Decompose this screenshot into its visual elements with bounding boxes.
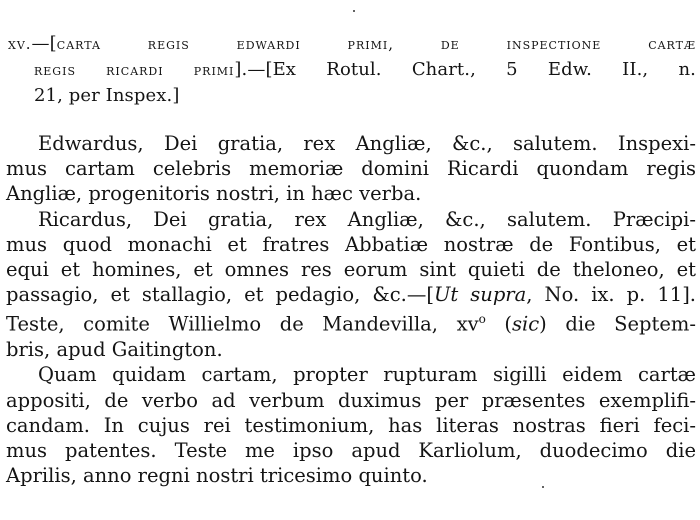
charter-source-part-2: 21, per Inspex.] bbox=[34, 85, 180, 106]
paragraph-edwardus bbox=[6, 131, 696, 207]
heading-line-1 bbox=[8, 31, 696, 57]
text-segment: ( bbox=[485, 312, 512, 336]
paragraph-quam-quidam bbox=[6, 362, 696, 488]
heading-dash: —[ bbox=[31, 33, 57, 54]
heading-line-2 bbox=[8, 57, 696, 83]
text-line: Quam quidam cartam, propter rupturam sigilli eidem cartæ bbox=[38, 363, 696, 387]
text-line: Ricardus, Dei gratia, rex Angliæ, &c., salutem. Præcipi- bbox=[38, 207, 696, 231]
text-line: equi et homines, et omnes res eorum sint quieti de theloneo, et bbox=[6, 258, 696, 282]
charter-title-line-1: carta regis edwardi primi, de inspectione cartæ bbox=[56, 35, 696, 53]
text-line: bris, apud Gaitington. bbox=[6, 338, 223, 362]
paragraph-ricardus bbox=[6, 207, 696, 363]
text-line: candam. In cujus rei testimonium, has literas nostras fieri feci- bbox=[6, 413, 696, 437]
speck-mark bbox=[353, 10, 355, 12]
text-line: mus cartam celebris memoriæ domini Ricardi quondam regis bbox=[6, 157, 696, 181]
text-line: Edwardus, Dei gratia, rex Angliæ, &c., salutem. Inspexi- bbox=[38, 132, 696, 155]
text-line: appositi, de verbo ad verbum duximus per præsentes exemplifi- bbox=[6, 388, 696, 412]
text-segment: , No. ix. p. 11]. bbox=[526, 283, 696, 307]
italic-sic: sic bbox=[512, 312, 540, 336]
text-segment: ) die Septem- bbox=[539, 312, 696, 336]
text-line bbox=[6, 307, 696, 337]
text-segment: passagio, et stallagio, et pedagio, &c.—[ bbox=[6, 283, 434, 307]
text-line: mus quod monachi et fratres Abbatiæ nostræ de Fontibus, et bbox=[6, 232, 696, 256]
text-line: mus patentes. Teste me ipso apud Karliolum, duodecimo die bbox=[6, 438, 696, 462]
italic-reference: Ut supra bbox=[433, 283, 527, 307]
superscript-ordinal: o bbox=[478, 312, 486, 327]
text-line: Aprilis, anno regni nostri tricesimo quinto. bbox=[6, 464, 428, 488]
text-segment: Teste, comite Willielmo de Mandevilla, xv bbox=[6, 312, 479, 336]
charter-title-line-2: regis ricardi primi bbox=[34, 61, 235, 79]
heading-line-3 bbox=[8, 83, 696, 108]
charter-number: xv. bbox=[8, 35, 32, 53]
charter-heading bbox=[8, 31, 696, 108]
text-line bbox=[6, 282, 696, 307]
charter-source-part-1: ].—[Ex Rotul. Chart., 5 Edw. II., n. bbox=[234, 59, 696, 80]
charter-body bbox=[6, 131, 696, 488]
text-line: Angliæ, progenitoris nostri, in hæc verba. bbox=[6, 182, 422, 206]
